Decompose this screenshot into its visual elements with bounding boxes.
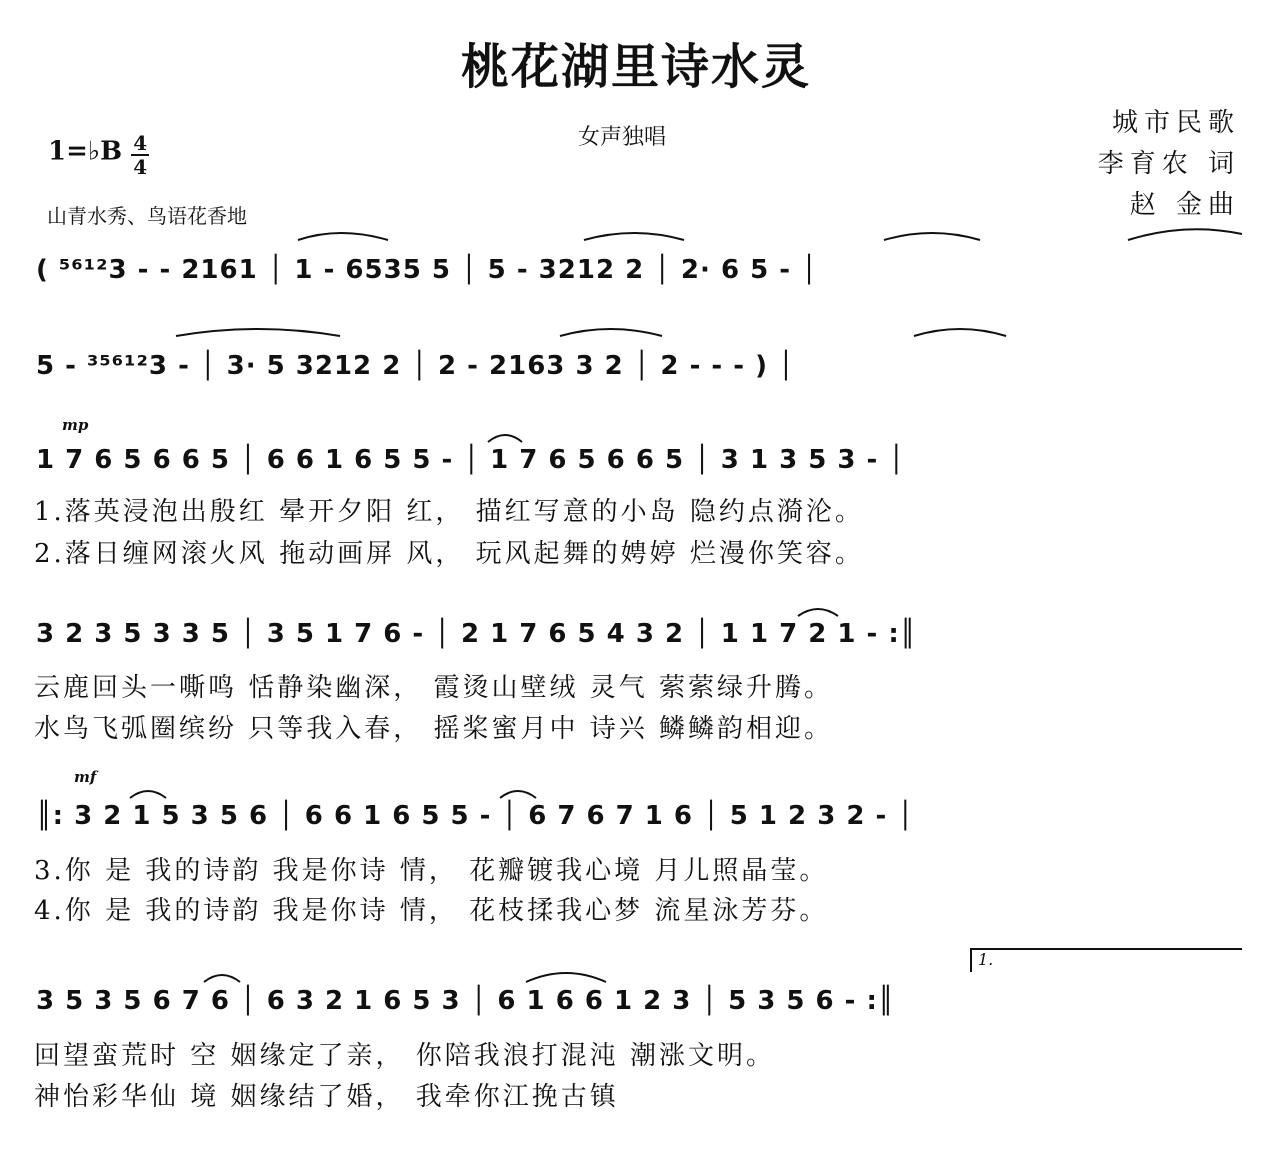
dynamic-mp: mp xyxy=(62,416,89,434)
notation-line: ║: 3 2 1 5 3 5 6 │ 6 6 1 6 5 5 - │ 6 7 6 7 1 6 │ 5 1 2 3 2 - │ xyxy=(36,801,914,831)
credit-composer: 赵 金曲 xyxy=(1129,190,1240,220)
slur xyxy=(526,973,606,982)
slur xyxy=(500,791,536,798)
slur xyxy=(914,329,1006,336)
time-bottom: 4 xyxy=(133,155,148,179)
lyric-refrain-2: 水鸟飞弧圈缤纷 只等我入春， 摇桨蜜月中 诗兴 鳞鳞韵相迎。 xyxy=(34,714,834,744)
credit-genre: 城市民歌 xyxy=(1111,108,1240,138)
notation-line: 5 - ³⁵⁶¹²3 - │ 3· 5 3212 2 │ 2 - 2163 3 2 │ 2 - - - ) │ xyxy=(36,351,795,381)
volta-label: 1. xyxy=(978,950,994,969)
notation-line: ( ⁵⁶¹²3 - - 2161 │ 1 - 6535 5 │ 5 - 3212 2 │ 2· 6 5 - │ xyxy=(36,255,818,285)
lyric-line-10: 神怡彩华仙 境 姻缘结了婚， 我牵你江挽古镇 xyxy=(34,1082,619,1112)
slur xyxy=(298,233,388,240)
credit-lyricist: 李育农 词 xyxy=(1097,149,1240,179)
key-label: 1=♭B xyxy=(48,136,123,167)
lyric-verse-1: 1.落英浸泡出殷红 晕开夕阳 红， 描红写意的小岛 隐约点漪沦。 xyxy=(34,497,864,527)
slur xyxy=(1128,229,1242,240)
intro-text: 山青水秀、鸟语花香地 xyxy=(47,204,247,228)
slur xyxy=(204,975,240,982)
performance-type: 女声独唱 xyxy=(578,125,667,150)
lyric-verse-2: 2.落日缠网滚火风 拖动画屏 风， 玩风起舞的娉婷 烂漫你笑容。 xyxy=(34,539,864,569)
dynamic-mf: mf xyxy=(74,768,97,786)
notation-line: 3 5 3 5 6 7 6 │ 6 3 2 1 6 5 3 │ 6 1 6 6 1 2 3 │ 5 3 5 6 - :║ xyxy=(36,986,895,1016)
slur xyxy=(584,233,684,240)
notation-line: 1 7 6 5 6 6 5 │ 6 6 1 6 5 5 - │ 1 7 6 5 6 6 5 │ 3 1 3 5 3 - │ xyxy=(36,445,906,475)
slur xyxy=(884,233,980,240)
lyric-verse-3: 3.你 是 我的诗韵 我是你诗 情， 花瓣镀我心境 月儿照晶莹。 xyxy=(34,856,829,886)
lyric-verse-4: 4.你 是 我的诗韵 我是你诗 情， 花枝揉我心梦 流星泳芳芬。 xyxy=(34,896,829,926)
lyric-refrain-1: 云鹿回头一嘶鸣 恬静染幽深， 霞烫山壁绒 灵气 萦萦绿升腾。 xyxy=(34,673,834,703)
slur xyxy=(560,329,662,336)
slur xyxy=(798,609,838,616)
slur xyxy=(488,435,522,442)
lyric-line-9: 回望蛮荒时 空 姻缘定了亲， 你陪我浪打混沌 潮涨文明。 xyxy=(34,1041,776,1071)
time-top: 4 xyxy=(133,131,148,155)
slur xyxy=(176,329,340,336)
slur xyxy=(130,791,166,798)
notation-line: 3 2 3 5 3 3 5 │ 3 5 1 7 6 - │ 2 1 7 6 5 4 3 2 │ 1 1 7 2 1 - :║ xyxy=(36,619,917,649)
song-title: 桃花湖里诗水灵 xyxy=(460,39,811,95)
